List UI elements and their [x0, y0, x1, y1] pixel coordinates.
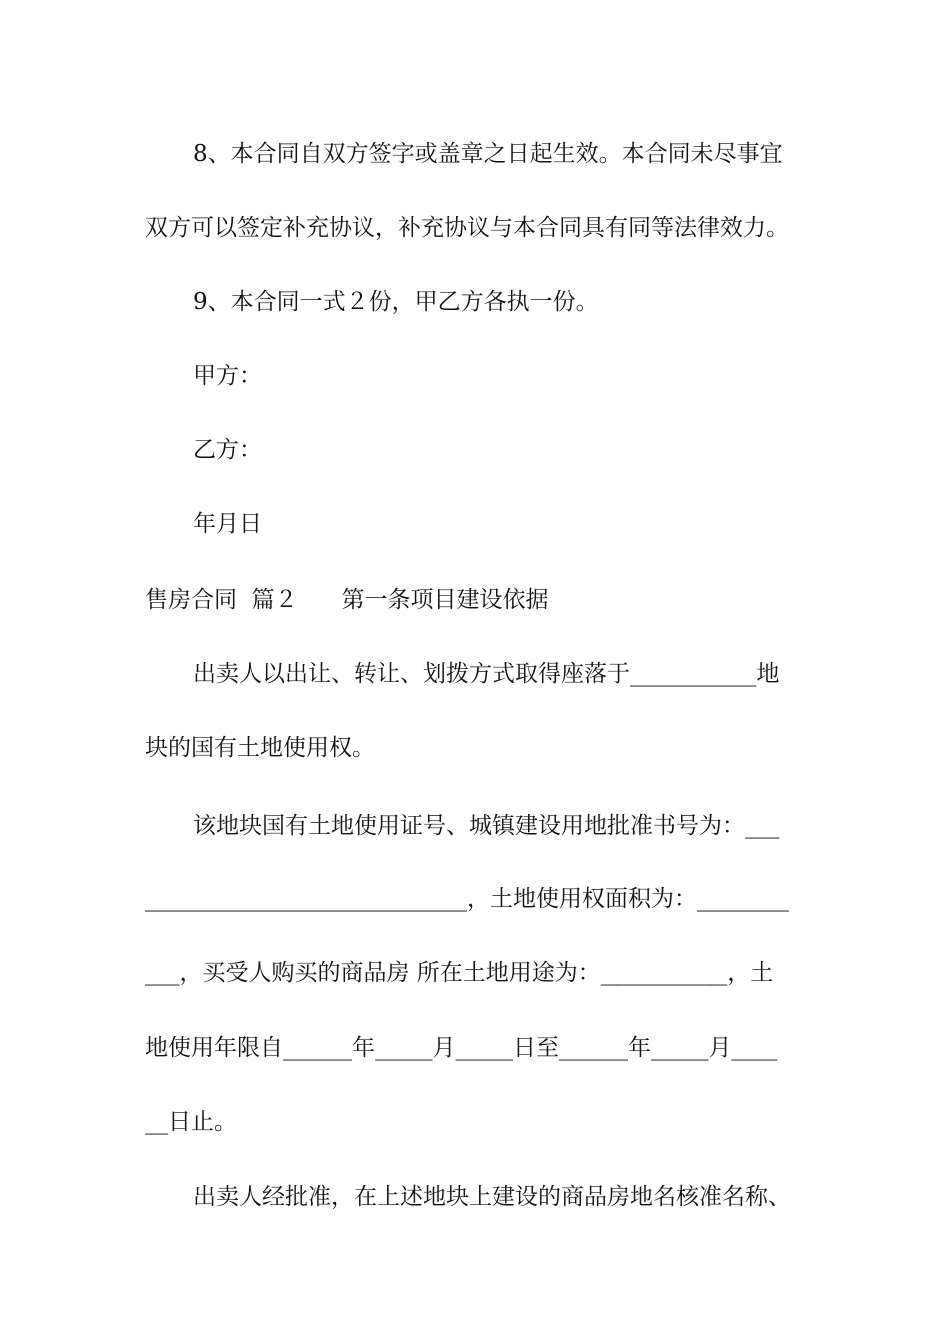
- paragraph-cert-line-5: __日止。: [145, 1109, 237, 1135]
- paragraph-cert-line-4: 地使用年限自______年_____月_____日至______年_____月____: [145, 1035, 778, 1061]
- paragraph-land-line-2: 块的国有土地使用权。: [145, 735, 375, 761]
- paragraph-approval-line-1: 出卖人经批准，在上述地块上建设的商品房地名核准名称、: [193, 1184, 791, 1210]
- clause-9: 9、本合同一式２份，甲乙方各执一份。: [193, 289, 599, 315]
- date-label: 年月日: [193, 511, 262, 537]
- section-heading: 售房合同 篇２ 第一条项目建设依据: [145, 587, 549, 613]
- party-b-label: 乙方：: [193, 437, 262, 463]
- paragraph-cert-line-1: 该地块国有土地使用证号、城镇建设用地批准书号为：___: [193, 813, 780, 839]
- clause-8-line-1: 8、本合同自双方签字或盖章之日起生效。本合同未尽事宜: [193, 141, 783, 167]
- paragraph-cert-line-2: ____________________________，土地使用权面积为：________: [145, 886, 789, 912]
- party-a-label: 甲方：: [193, 363, 262, 389]
- paragraph-land-line-1: 出卖人以出让、转让、划拨方式取得座落于___________地: [193, 661, 780, 687]
- paragraph-cert-line-3: ___，买受人购买的商品房 所在土地用途为：___________，土: [145, 960, 774, 986]
- clause-8-line-2: 双方可以签定补充协议，补充协议与本合同具有同等法律效力。: [145, 215, 789, 241]
